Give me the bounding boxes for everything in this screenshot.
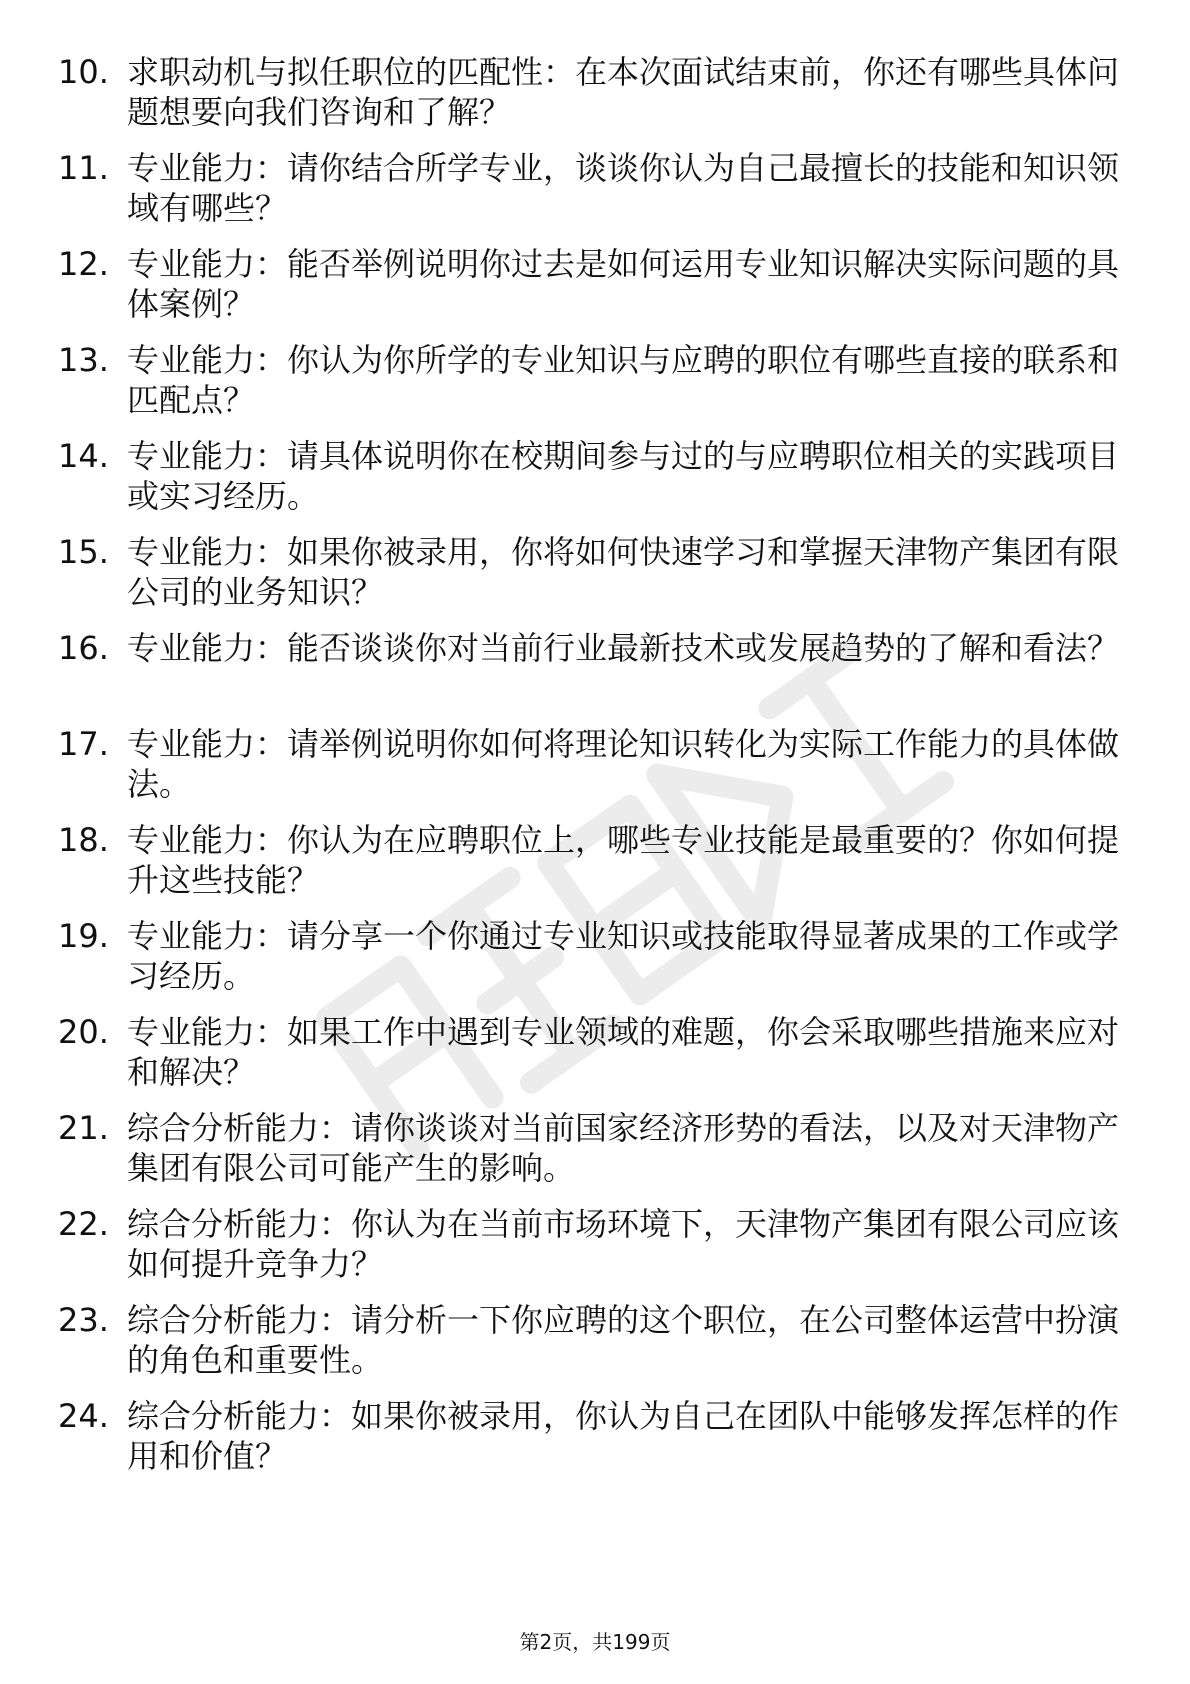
list-item: [0, 820, 1190, 916]
item-number: 14.: [58, 437, 109, 475]
list-item: [0, 628, 1190, 724]
item-text: 专业能力：能否谈谈你对当前行业最新技术或发展趋势的了解和看法？: [127, 629, 1120, 667]
item-text: 专业能力：如果工作中遇到专业领域的难题，你会采取哪些措施来应对和解决？: [127, 1013, 1120, 1091]
item-number: 20.: [58, 1013, 109, 1051]
item-text: 综合分析能力：你认为在当前市场环境下，天津物产集团有限公司应该如何提升竞争力？: [127, 1205, 1120, 1283]
item-number: 19.: [58, 917, 109, 955]
item-text: 专业能力：能否举例说明你过去是如何运用专业知识解决实际问题的具体案例？: [127, 245, 1120, 323]
item-number: 16.: [58, 629, 109, 667]
item-number: 12.: [58, 245, 109, 283]
item-text: 专业能力：你认为你所学的专业知识与应聘的职位有哪些直接的联系和匹配点？: [127, 341, 1120, 419]
list-item: [0, 1204, 1190, 1300]
item-number: 13.: [58, 341, 109, 379]
item-text: 综合分析能力：请你谈谈对当前国家经济形势的看法，以及对天津物产集团有限公司可能产生的影响。: [127, 1109, 1120, 1187]
item-text: 专业能力：请举例说明你如何将理论知识转化为实际工作能力的具体做法。: [127, 725, 1120, 803]
question-list: [0, 52, 1190, 1492]
item-text: 求职动机与拟任职位的匹配性：在本次面试结束前，你还有哪些具体问题想要向我们咨询和了解？: [127, 53, 1120, 131]
list-item: [0, 436, 1190, 532]
list-item: [0, 724, 1190, 820]
item-number: 23.: [58, 1301, 109, 1339]
list-item: [0, 532, 1190, 628]
item-text: 专业能力：请分享一个你通过专业知识或技能取得显著成果的工作或学习经历。: [127, 917, 1120, 995]
item-number: 17.: [58, 725, 109, 763]
list-item: [0, 1396, 1190, 1492]
list-item: [0, 52, 1190, 148]
item-number: 11.: [58, 149, 109, 187]
item-text: 综合分析能力：请分析一下你应聘的这个职位，在公司整体运营中扮演的角色和重要性。: [127, 1301, 1120, 1379]
item-number: 22.: [58, 1205, 109, 1243]
list-item: [0, 1012, 1190, 1108]
item-number: 15.: [58, 533, 109, 571]
list-item: [0, 916, 1190, 1012]
list-item: [0, 1300, 1190, 1396]
page-number: 第2页，共199页: [519, 1630, 671, 1654]
list-item: [0, 340, 1190, 436]
item-number: 21.: [58, 1109, 109, 1147]
list-item: [0, 244, 1190, 340]
item-number: 24.: [58, 1397, 109, 1435]
item-number: 18.: [58, 821, 109, 859]
item-text: 专业能力：请你结合所学专业，谈谈你认为自己最擅长的技能和知识领域有哪些？: [127, 149, 1120, 227]
list-item: [0, 148, 1190, 244]
item-text: 专业能力：如果你被录用，你将如何快速学习和掌握天津物产集团有限公司的业务知识？: [127, 533, 1120, 611]
item-text: 专业能力：请具体说明你在校期间参与过的与应聘职位相关的实践项目或实习经历。: [127, 437, 1120, 515]
item-text: 专业能力：你认为在应聘职位上，哪些专业技能是最重要的？你如何提升这些技能？: [127, 821, 1120, 899]
list-item: [0, 1108, 1190, 1204]
item-number: 10.: [58, 53, 109, 91]
item-text: 综合分析能力：如果你被录用，你认为自己在团队中能够发挥怎样的作用和价值？: [127, 1397, 1120, 1475]
